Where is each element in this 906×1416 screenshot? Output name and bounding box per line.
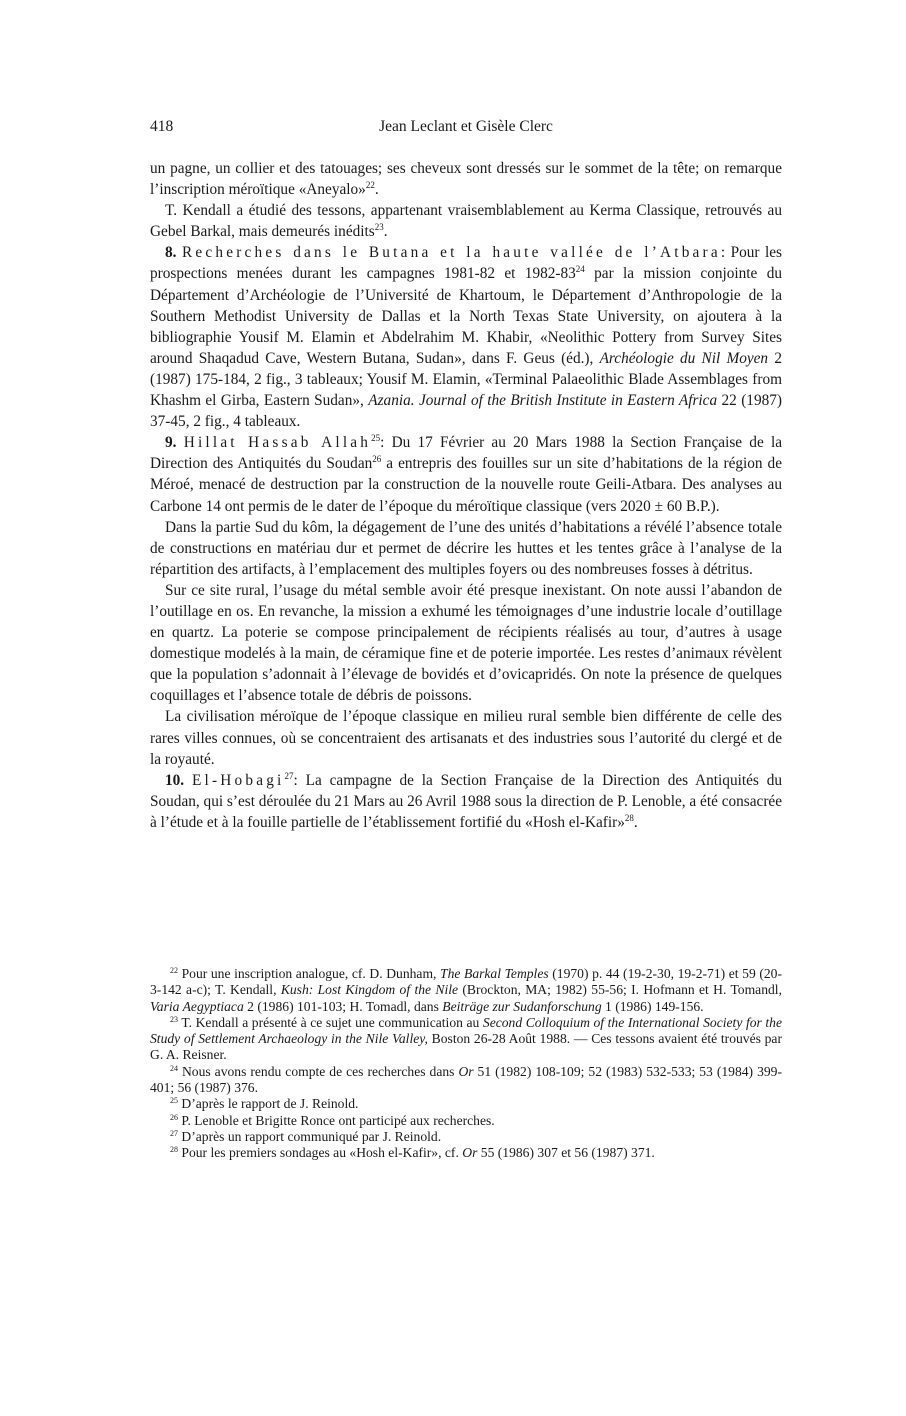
footnote: $^{23}$ T. Kendall a présenté à ce sujet une communication au Second Colloquium of the International Society for the Study of Settlement Archaeology in the Nile Valley, Boston 26-28 Août 1988. — Ces tessons avaient été trouvés par G. A. Reisner. bbox=[150, 1014, 782, 1063]
section-title: Recherches dans le Butana et la haute vallée de l’Atbara bbox=[182, 244, 721, 262]
footnote-number: 27 bbox=[170, 1128, 178, 1138]
footnote-ref: 28 bbox=[624, 812, 634, 823]
section-number: 8. bbox=[165, 244, 177, 262]
section-paragraph: 10. El-Hobagi$^{27}$: La campagne de la Section Française de la Direction des Antiquités du Soudan, qui s’est déroulée du 21 Mars au 26 Avril 1988 sous la direction de P. Lenoble, a été consacrée à l’étude et à la fouille partielle de l’établissement fortifié du «Hosh el-Kafir»$^{28}$. bbox=[150, 770, 782, 831]
section-title: El-Hobagi bbox=[191, 771, 285, 789]
paragraph: un pagne, un collier et des tatouages; ses cheveux sont dressés sur le sommet de la tête; on remarque l’inscription méroïtique «Aneyalo»$^{22}$. bbox=[150, 160, 782, 199]
footnote-ref: 24 bbox=[575, 264, 585, 275]
footnote: $^{24}$ Nous avons rendu compte de ces recherches dans Or 51 (1982) 108-109; 52 (1983) 532-533; 53 (1984) 399-401; 56 (1987) 376. bbox=[150, 1063, 782, 1096]
running-head: Jean Leclant et Gisèle Clerc bbox=[379, 118, 553, 135]
section-number: 10. bbox=[165, 771, 185, 789]
footnote: $^{26}$ P. Lenoble et Brigitte Ronce ont participé aux recherches. bbox=[170, 1112, 495, 1128]
page-number: 418 bbox=[150, 118, 174, 135]
footnote-ref: 22 bbox=[365, 180, 375, 191]
paragraph: Dans la partie Sud du kôm, la dégagement de l’une des unités d’habitations a révélé l’absence totale de constructions en matériau dur et permet de décrire les huttes et les tentes grâce à l’analyse de la répartition des artifacts, à l’emplacement des multiples foyers ou des nombreuses fosses à détritus. bbox=[150, 518, 782, 578]
section-number: 9. bbox=[165, 434, 177, 452]
paragraph: T. Kendall a étudié des tessons, appartenant vraisemblablement au Kerma Classique, retrouvés au Gebel Barkal, mais demeurés inédits$^{23}$. bbox=[150, 202, 782, 241]
footnote-number: 22 bbox=[170, 966, 178, 975]
footnote-number: 26 bbox=[170, 1112, 178, 1122]
footnote: $^{25}$ D’après le rapport de J. Reinold. bbox=[170, 1096, 359, 1112]
footnote-ref: 26 bbox=[372, 454, 382, 465]
paragraph: La civilisation méroïque de l’époque classique en milieu rural semble bien différente de celle des rares villes connues, où se concentraient des artisanats et des industries sous l’autorité du clergé et de la royauté. bbox=[150, 708, 782, 768]
section-title: Hillat Hassab Allah bbox=[183, 434, 372, 452]
footnote-ref: 25 bbox=[371, 433, 381, 444]
page bbox=[150, 118, 782, 833]
footnote-ref: 27 bbox=[284, 770, 294, 781]
footnotes bbox=[150, 966, 782, 1162]
footnote-ref: 23 bbox=[374, 222, 384, 233]
footnote-number: 25 bbox=[170, 1096, 178, 1106]
section-paragraph: 8. Recherches dans le Butana et la haute vallée de l’Atbara: Pour les prospections menées durant les campagnes 1981-82 et $1982-83^{24}$ par la mission conjointe du Département d’Archéologie de l’Université de Khartoum, le Département d’Anthropologie de la Southern Methodist University de Dallas et la North Texas State University, on ajoutera à la bibliographie Yousif M. Elamin et Abdelrahim M. Khabir, «Neolithic Pottery from Survey Sites around Shaqadud Cave, Western Butana, Sudan», dans F. Geus (éd.), Archéologie du Nil Moyen 2 (1987) 175-184, 2 fig., 3 tableaux; Yousif M. Elamin, «Terminal Palaeolithic Blade Assemblages from Khashm el Girba, Eastern Sudan», Azania. Journal of the British Institute in Eastern Africa 22 (1987) 37-45, 2 fig., 4 tableaux. bbox=[150, 244, 782, 431]
footnote: $^{28}$ Pour les premiers sondages au «Hosh el-Kafir», cf. Or 55 (1986) 307 et 56 (1987) 371. bbox=[170, 1145, 655, 1161]
footnote: $^{27}$ D’après un rapport communiqué par J. Reinold. bbox=[170, 1128, 442, 1144]
footnote-number: 23 bbox=[170, 1014, 178, 1024]
paragraph: Sur ce site rural, l’usage du métal semble avoir été presque inexistant. On note aussi l’abandon de l’outillage en os. En revanche, la mission a exhumé les témoignages d’une industrie locale d’outillage en quartz. La poterie se compose principalement de récipients réalisés au tour, d’autres à usage domestique modelés à la main, de céramique fine et de poterie importée. Les restes d’animaux révèlent que la population s’adonnait à l’élevage de bovidés et d’ovicapridés. On note la présence de quelques coquillages et l’absence totale de débris de poissons. bbox=[150, 581, 782, 705]
section-paragraph: 9. Hillat Hassab Allah$^{25}$: Du 17 Février au 20 Mars 1988 la Section Française de la Direction des Antiquités du Soudan$^{26}$ a entrepris des fouilles sur un site d’habitations de la région de Méroé, menacé de destruction par la construction de la nouvelle route Geili-Atbara. Des analyses au Carbone 14 ont permis de le dater de l’époque du méroïtique classique (vers 2020 ± 60 B.P.). bbox=[150, 433, 782, 515]
footnote-number: 24 bbox=[170, 1063, 178, 1073]
body-text bbox=[150, 158, 782, 833]
footnote: $^{22}$ Pour une inscription analogue, cf. D. Dunham, The Barkal Temples (1970) p. 44 (19-2-30, 19-2-71) et 59 (20-3-142 a-c); T. Kendall, Kush: Lost Kingdom of the Nile (Brockton, MA; 1982) 55-56; I. Hofmann et H. Tomandl, Varia Aegyptiaca 2 (1986) 101-103; H. Tomadl, dans Beiträge zur Sudanforschung 1 (1986) 149-156. bbox=[150, 966, 782, 1014]
page-header bbox=[150, 118, 782, 140]
footnote-number: 28 bbox=[170, 1145, 178, 1155]
